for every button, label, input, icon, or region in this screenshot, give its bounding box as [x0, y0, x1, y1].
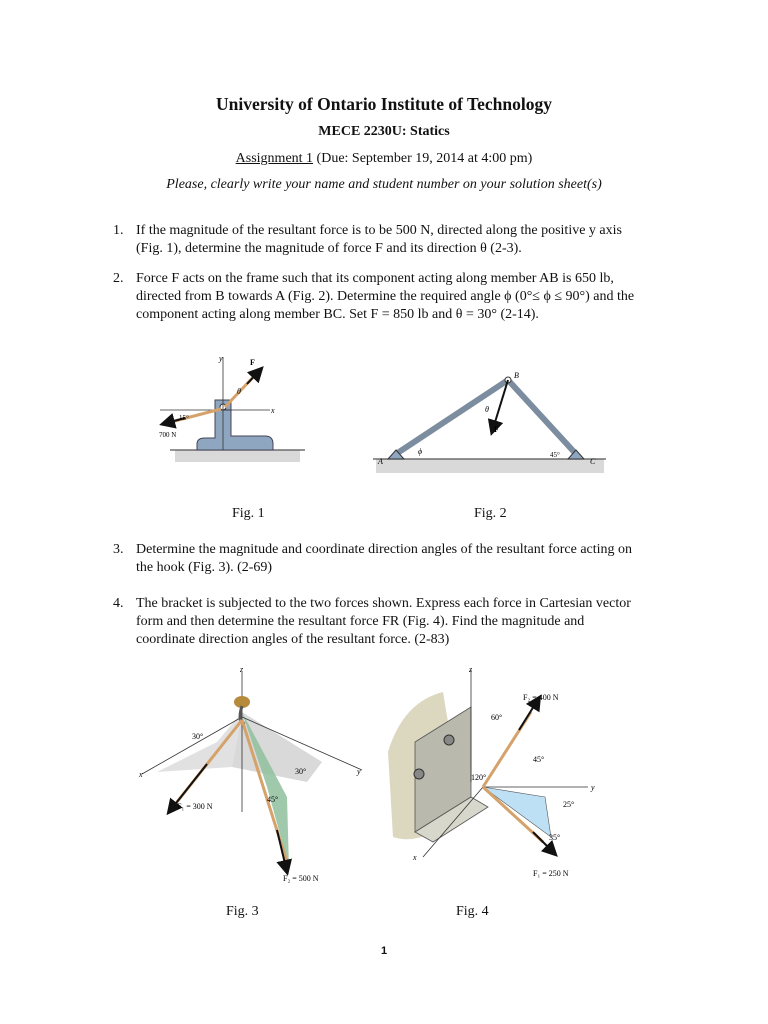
question-line: If the magnitude of the resultant force is to be 500 N, directed along the positive y axis	[136, 223, 622, 238]
question-number: 3.	[113, 542, 124, 557]
label-x: x	[271, 406, 275, 415]
label-f: F	[250, 358, 255, 367]
bolt	[444, 735, 454, 745]
assignment-line	[0, 151, 768, 167]
instruction: Please, clearly write your name and student number on your solution sheet(s)	[166, 177, 602, 192]
label-45deg: 45°	[550, 451, 560, 459]
figure-4	[383, 662, 615, 884]
label-f: F	[494, 425, 499, 434]
fig4-caption: Fig. 4	[456, 904, 489, 919]
label-c: C	[590, 457, 596, 466]
question-line: component acting along member BC. Set F = 850 lb and θ = 30° (2-14).	[136, 307, 539, 322]
question-number: 1.	[113, 223, 124, 238]
label-f2: F₂ = 500 N	[283, 874, 319, 883]
label-y: y	[591, 783, 595, 792]
fig1-caption: Fig. 1	[232, 506, 265, 521]
label-30deg-b: 30°	[295, 767, 307, 776]
member-ab	[396, 380, 508, 454]
assignment-due: (Due: September 19, 2014 at 4:00 pm)	[313, 151, 533, 166]
figure-1	[155, 352, 315, 467]
label-120deg: 120°	[471, 773, 487, 782]
question-line: the hook (Fig. 3). (2-69)	[136, 560, 273, 575]
question-line: (Fig. 1), determine the magnitude of force F and its direction θ (2-3).	[136, 241, 522, 256]
question-number: 4.	[113, 596, 124, 611]
label-b: B	[514, 371, 519, 380]
label-45deg: 45°	[267, 795, 279, 804]
question-line: Determine the magnitude and coordinate direction angles of the resultant force acting on	[136, 542, 633, 557]
question-line: form and then determine the resultant force FR (Fig. 4). Find the magnitude and	[136, 614, 585, 629]
ground	[175, 450, 300, 462]
figure-3	[137, 662, 377, 884]
label-f1: F₁ = 300 N	[177, 802, 213, 811]
member-bc	[508, 380, 576, 454]
question-line: directed from B towards A (Fig. 2). Determine the required angle ϕ (0°≤ ϕ ≤ 90°) and the	[136, 289, 635, 304]
label-f1: F₁ = 250 N	[533, 869, 569, 878]
label-x: x	[139, 770, 143, 779]
label-60deg: 60°	[491, 713, 503, 722]
label-x: x	[413, 853, 417, 862]
fig2-caption: Fig. 2	[474, 506, 507, 521]
question-number: 2.	[113, 271, 124, 286]
course-code: MECE 2230U: Statics	[318, 124, 450, 139]
page-title: University of Ontario Institute of Technology	[216, 94, 552, 114]
label-700n: 700 N	[159, 431, 177, 439]
label-y: y	[219, 354, 223, 363]
label-z: z	[469, 665, 473, 674]
force-f2-arrow	[519, 698, 539, 730]
label-30deg-a: 30°	[192, 732, 204, 741]
question-line: The bracket is subjected to the two forces shown. Express each force in Cartesian vector	[136, 596, 631, 611]
label-25deg: 25°	[563, 800, 575, 809]
plane-xz	[157, 712, 242, 772]
label-15deg: 15°	[179, 414, 189, 422]
label-theta: θ	[485, 405, 489, 414]
bolt	[414, 769, 424, 779]
figure-2	[368, 362, 608, 477]
label-45deg: 45°	[533, 755, 545, 764]
assignment-label: Assignment 1	[235, 151, 314, 166]
label-a: A	[378, 457, 383, 466]
question-line: coordinate direction angles of the resultant force. (2-83)	[136, 632, 450, 647]
ground	[376, 459, 604, 473]
label-f2: F₂ = 400 N	[523, 693, 559, 702]
fig3-caption: Fig. 3	[226, 904, 259, 919]
label-y: y	[357, 767, 361, 776]
label-35deg: 35°	[549, 833, 561, 842]
label-theta: θ	[237, 387, 241, 396]
label-phi: ϕ	[418, 447, 423, 456]
force-f-arrow	[247, 369, 261, 384]
page-number: 1	[380, 945, 388, 957]
label-z: z	[240, 665, 244, 674]
question-line: Force F acts on the frame such that its component acting along member AB is 650 lb,	[136, 271, 614, 286]
